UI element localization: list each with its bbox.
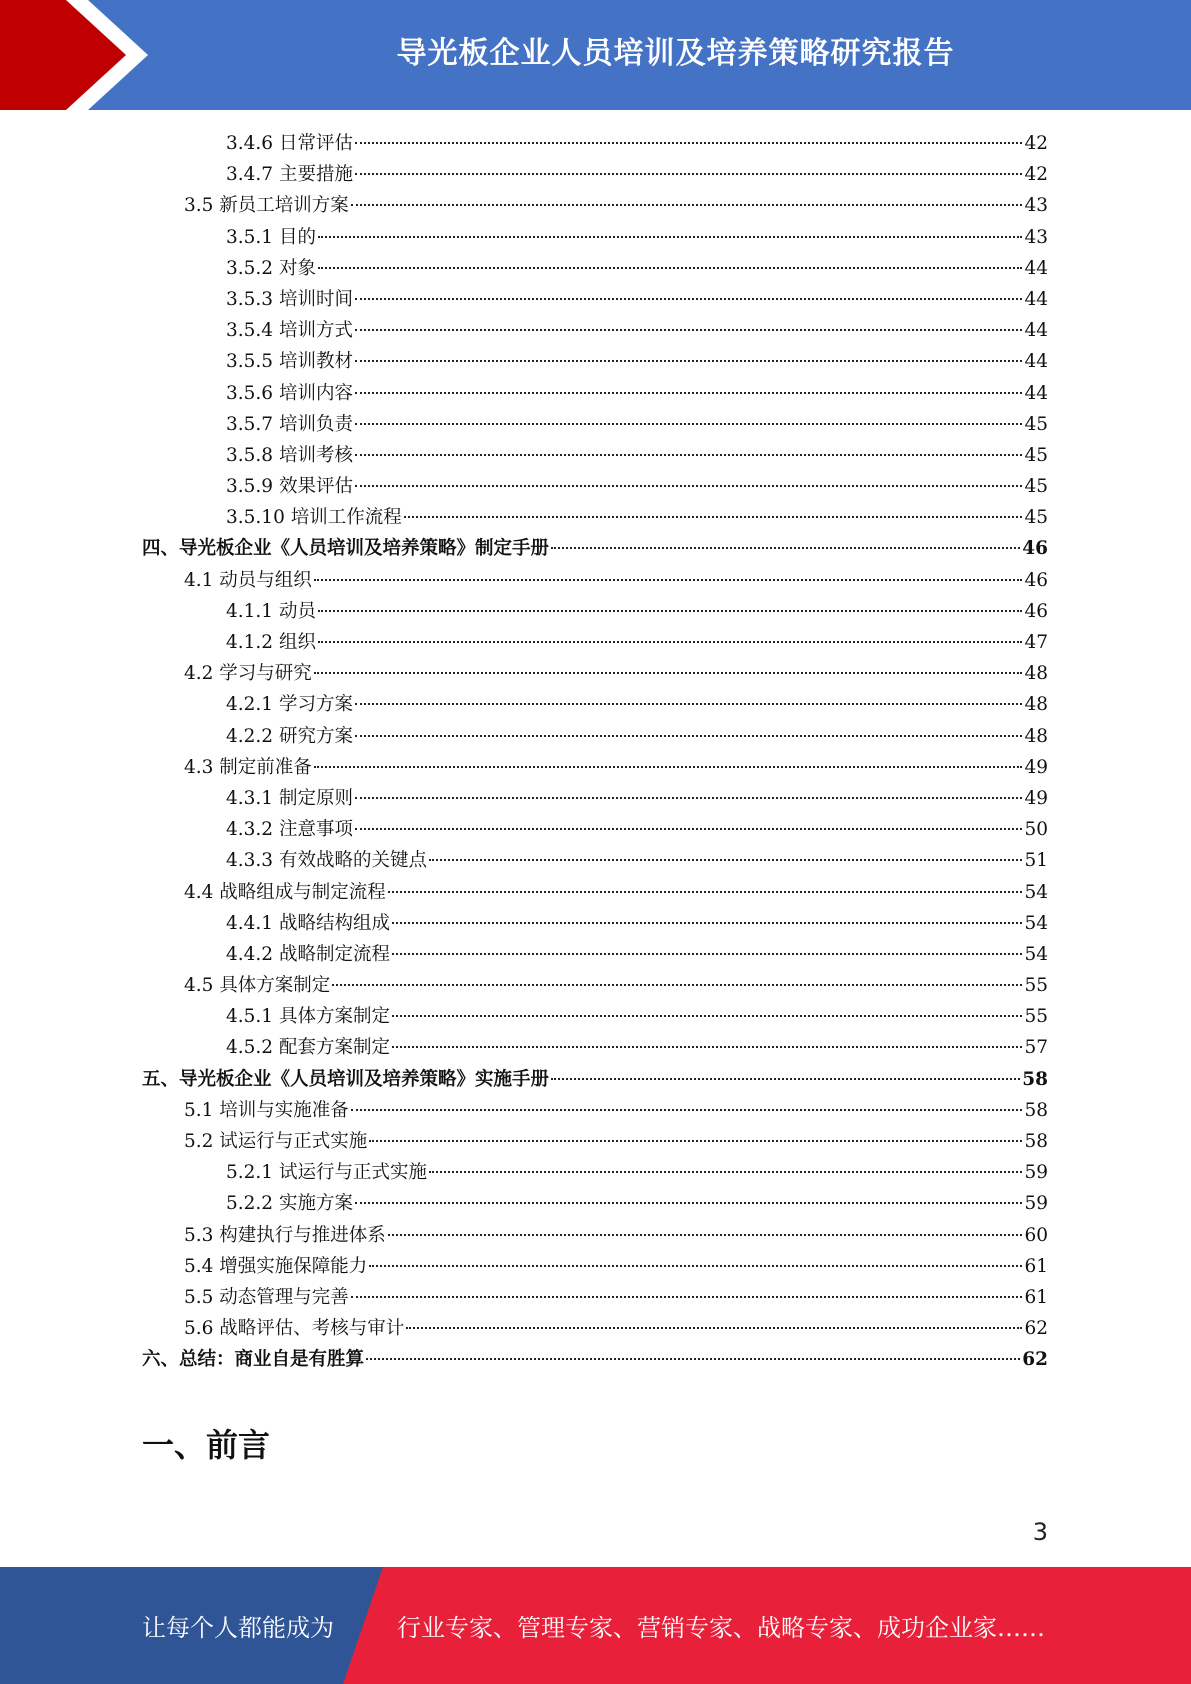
toc-dot-leader bbox=[355, 392, 1023, 394]
toc-entry[interactable] bbox=[142, 190, 1048, 221]
toc-dot-leader bbox=[314, 766, 1023, 768]
toc-dot-leader bbox=[318, 236, 1023, 238]
toc-entry[interactable] bbox=[142, 814, 1048, 845]
toc-entry-page: 42 bbox=[1024, 133, 1048, 154]
toc-entry-page: 44 bbox=[1024, 320, 1048, 342]
toc-entry-label: 六、总结：商业自是有胜算 bbox=[142, 1349, 365, 1371]
toc-dot-leader bbox=[392, 1015, 1022, 1017]
toc-dot-leader bbox=[355, 142, 1023, 144]
toc-dot-leader bbox=[392, 953, 1022, 955]
toc-entry-label: 4.3.3 有效战略的关键点 bbox=[226, 850, 427, 872]
toc-dot-leader bbox=[355, 703, 1023, 705]
toc-entry-page: 54 bbox=[1024, 912, 1048, 934]
toc-entry-label: 4.2.1 学习方案 bbox=[226, 694, 353, 716]
toc-entry-page: 60 bbox=[1024, 1224, 1048, 1246]
toc-dot-leader bbox=[551, 547, 1020, 549]
toc-dot-leader bbox=[355, 329, 1023, 331]
toc-dot-leader bbox=[318, 610, 1023, 612]
toc-entry[interactable] bbox=[142, 939, 1048, 970]
toc-entry-label: 3.4.6 日常评估 bbox=[226, 133, 353, 154]
toc-entry-label: 4.5.2 配套方案制定 bbox=[226, 1037, 390, 1059]
toc-dot-leader bbox=[355, 423, 1023, 425]
toc-entry[interactable] bbox=[142, 284, 1048, 315]
toc-entry-label: 5.3 构建执行与推进体系 bbox=[184, 1224, 386, 1246]
toc-entry-page: 58 bbox=[1022, 1068, 1048, 1090]
toc-entry-page: 49 bbox=[1024, 787, 1048, 809]
toc-entry[interactable] bbox=[142, 877, 1048, 908]
toc-entry-page: 44 bbox=[1024, 257, 1048, 279]
toc-entry-page: 51 bbox=[1024, 850, 1048, 872]
toc-entry-label: 5.6 战略评估、考核与审计 bbox=[184, 1318, 405, 1340]
toc-entry-label: 3.5 新员工培训方案 bbox=[184, 195, 349, 217]
toc-entry-page: 62 bbox=[1024, 1318, 1048, 1340]
toc-entry[interactable] bbox=[142, 378, 1048, 409]
toc-entry-label: 4.2.2 研究方案 bbox=[226, 725, 353, 747]
toc-entry[interactable] bbox=[142, 565, 1048, 596]
toc-entry-label: 3.5.2 对象 bbox=[226, 257, 316, 279]
toc-entry-page: 43 bbox=[1024, 195, 1048, 217]
toc-dot-leader bbox=[406, 1327, 1022, 1329]
toc-dot-leader bbox=[404, 516, 1023, 518]
toc-dot-leader bbox=[429, 1171, 1022, 1173]
toc-entry[interactable] bbox=[142, 502, 1048, 533]
toc-entry-page: 49 bbox=[1024, 756, 1048, 778]
toc-entry-page: 43 bbox=[1024, 226, 1048, 248]
toc-entry[interactable] bbox=[142, 908, 1048, 939]
toc-entry-page: 58 bbox=[1024, 1099, 1048, 1121]
toc-entry-page: 45 bbox=[1024, 413, 1048, 435]
toc-dot-leader bbox=[318, 267, 1023, 269]
toc-entry-page: 46 bbox=[1024, 569, 1048, 591]
toc-entry-label: 5.4 增强实施保障能力 bbox=[184, 1255, 368, 1277]
toc-dot-leader bbox=[318, 641, 1023, 643]
toc-entry[interactable] bbox=[142, 1126, 1048, 1157]
toc-entry-label: 3.5.5 培训教材 bbox=[226, 351, 353, 373]
toc-entry-label: 4.3 制定前准备 bbox=[184, 756, 312, 778]
toc-entry[interactable] bbox=[142, 1344, 1048, 1375]
toc-entry[interactable] bbox=[142, 1095, 1048, 1126]
toc-dot-leader bbox=[351, 1296, 1023, 1298]
toc-entry[interactable] bbox=[142, 409, 1048, 440]
toc-entry-page: 55 bbox=[1024, 1006, 1048, 1028]
toc-entry-page: 61 bbox=[1024, 1286, 1048, 1308]
toc-entry[interactable] bbox=[142, 1313, 1048, 1344]
toc-entry[interactable] bbox=[142, 471, 1048, 502]
toc-entry-label: 4.4 战略组成与制定流程 bbox=[184, 881, 386, 903]
header-banner bbox=[0, 0, 1191, 110]
toc-entry-label: 3.5.9 效果评估 bbox=[226, 476, 353, 498]
page-number: 3 bbox=[1032, 1518, 1048, 1546]
toc-entry-label: 3.5.4 培训方式 bbox=[226, 320, 353, 342]
toc-dot-leader bbox=[314, 579, 1023, 581]
toc-entry-page: 48 bbox=[1024, 694, 1048, 716]
toc-entry-page: 57 bbox=[1024, 1037, 1048, 1059]
toc-entry-label: 四、导光板企业《人员培训及培养策略》制定手册 bbox=[142, 538, 550, 560]
toc-entry[interactable] bbox=[142, 1220, 1048, 1251]
toc-entry[interactable] bbox=[142, 752, 1048, 783]
footer-banner bbox=[0, 1567, 1191, 1684]
toc-dot-leader bbox=[429, 859, 1022, 861]
toc-entry[interactable] bbox=[142, 346, 1048, 377]
toc-entry-label: 4.1.2 组织 bbox=[226, 632, 316, 653]
toc-entry-page: 45 bbox=[1024, 444, 1048, 466]
toc-entry-page: 45 bbox=[1024, 476, 1048, 498]
toc-entry-label: 4.1 动员与组织 bbox=[184, 569, 312, 591]
toc-entry[interactable] bbox=[142, 1282, 1048, 1313]
toc-entry-label: 3.5.10 培训工作流程 bbox=[226, 507, 402, 529]
toc-entry-label: 4.5.1 具体方案制定 bbox=[226, 1006, 390, 1028]
toc-entry-page: 44 bbox=[1024, 351, 1048, 373]
toc-dot-leader bbox=[314, 672, 1023, 674]
toc-entry[interactable] bbox=[142, 627, 1048, 658]
toc-entry-page: 50 bbox=[1024, 819, 1048, 841]
toc-dot-leader bbox=[355, 298, 1023, 300]
toc-dot-leader bbox=[355, 735, 1023, 737]
toc-entry-label: 5.2.1 试运行与正式实施 bbox=[226, 1162, 427, 1184]
toc-entry-label: 4.3.2 注意事项 bbox=[226, 819, 353, 841]
toc-dot-leader bbox=[355, 797, 1023, 799]
toc-entry-label: 5.1 培训与实施准备 bbox=[184, 1099, 349, 1121]
toc-entry-page: 48 bbox=[1024, 663, 1048, 685]
toc-dot-leader bbox=[351, 204, 1023, 206]
table-of-contents bbox=[142, 128, 1048, 1376]
toc-entry[interactable] bbox=[142, 315, 1048, 346]
toc-entry-label: 3.5.8 培训考核 bbox=[226, 444, 353, 466]
toc-entry[interactable] bbox=[142, 970, 1048, 1001]
toc-entry-page: 54 bbox=[1024, 943, 1048, 965]
toc-entry-label: 3.5.3 培训时间 bbox=[226, 288, 353, 310]
toc-entry-page: 58 bbox=[1024, 1131, 1048, 1152]
toc-dot-leader bbox=[369, 1265, 1022, 1267]
toc-dot-leader bbox=[388, 891, 1023, 893]
footer-slogan-left: 让每个人都能成为 bbox=[142, 1614, 334, 1642]
toc-dot-leader bbox=[366, 1358, 1020, 1360]
toc-entry-page: 45 bbox=[1024, 507, 1048, 529]
toc-entry[interactable] bbox=[142, 596, 1048, 627]
toc-entry[interactable] bbox=[142, 658, 1048, 689]
toc-entry-label: 3.5.6 培训内容 bbox=[226, 382, 353, 404]
section-heading: 一、前言 bbox=[142, 1426, 271, 1464]
toc-dot-leader bbox=[355, 173, 1023, 175]
toc-entry-label: 5.2 试运行与正式实施 bbox=[184, 1131, 368, 1152]
toc-entry[interactable] bbox=[142, 1188, 1048, 1219]
toc-entry-page: 59 bbox=[1024, 1193, 1048, 1215]
toc-entry[interactable] bbox=[142, 222, 1048, 253]
toc-dot-leader bbox=[355, 1202, 1023, 1204]
toc-entry-label: 5.5 动态管理与完善 bbox=[184, 1286, 349, 1308]
toc-entry[interactable] bbox=[142, 1032, 1048, 1063]
toc-entry-label: 4.4.1 战略结构组成 bbox=[226, 912, 390, 934]
toc-entry[interactable] bbox=[142, 721, 1048, 752]
toc-entry[interactable] bbox=[142, 253, 1048, 284]
toc-entry-page: 48 bbox=[1024, 725, 1048, 747]
toc-entry-page: 55 bbox=[1024, 975, 1048, 997]
toc-entry-label: 4.1.1 动员 bbox=[226, 600, 316, 622]
toc-entry[interactable] bbox=[142, 159, 1048, 190]
toc-entry-page: 44 bbox=[1024, 382, 1048, 404]
toc-dot-leader bbox=[355, 485, 1023, 487]
toc-entry[interactable] bbox=[142, 440, 1048, 471]
toc-dot-leader bbox=[551, 1078, 1020, 1080]
toc-dot-leader bbox=[392, 922, 1022, 924]
toc-entry-page: 42 bbox=[1024, 164, 1048, 186]
toc-entry-page: 46 bbox=[1022, 538, 1048, 560]
toc-entry-label: 3.5.1 目的 bbox=[226, 226, 316, 248]
toc-dot-leader bbox=[355, 454, 1023, 456]
toc-entry-label: 5.2.2 实施方案 bbox=[226, 1193, 353, 1215]
toc-entry-page: 61 bbox=[1024, 1255, 1048, 1277]
toc-entry-label: 4.4.2 战略制定流程 bbox=[226, 943, 390, 965]
toc-entry-page: 54 bbox=[1024, 881, 1048, 903]
toc-entry-label: 4.2 学习与研究 bbox=[184, 663, 312, 685]
toc-entry-label: 3.5.7 培训负责 bbox=[226, 413, 353, 435]
toc-dot-leader bbox=[351, 1109, 1023, 1111]
toc-dot-leader bbox=[332, 984, 1022, 986]
toc-entry-page: 59 bbox=[1024, 1162, 1048, 1184]
toc-entry-page: 46 bbox=[1024, 600, 1048, 622]
toc-entry[interactable] bbox=[142, 689, 1048, 720]
footer-slogan-right: 行业专家、管理专家、营销专家、战略专家、成功企业家…… bbox=[397, 1614, 1045, 1642]
toc-entry-page: 44 bbox=[1024, 288, 1048, 310]
toc-entry-label: 4.5 具体方案制定 bbox=[184, 975, 331, 997]
toc-entry-label: 五、导光板企业《人员培训及培养策略》实施手册 bbox=[142, 1068, 550, 1090]
toc-dot-leader bbox=[388, 1234, 1023, 1236]
toc-entry[interactable] bbox=[142, 1157, 1048, 1188]
toc-entry-page: 62 bbox=[1022, 1349, 1048, 1371]
toc-dot-leader bbox=[369, 1140, 1022, 1142]
toc-entry-page: 47 bbox=[1024, 632, 1048, 653]
toc-dot-leader bbox=[355, 360, 1023, 362]
toc-entry-label: 4.3.1 制定原则 bbox=[226, 787, 353, 809]
toc-entry[interactable] bbox=[142, 1001, 1048, 1032]
toc-entry[interactable] bbox=[142, 128, 1048, 159]
document-title: 导光板企业人员培训及培养策略研究报告 bbox=[396, 36, 955, 71]
toc-entry[interactable] bbox=[142, 783, 1048, 814]
toc-dot-leader bbox=[392, 1046, 1022, 1048]
toc-entry[interactable] bbox=[142, 1251, 1048, 1282]
toc-entry[interactable] bbox=[142, 845, 1048, 876]
toc-entry[interactable] bbox=[142, 1064, 1048, 1095]
toc-entry-label: 3.4.7 主要措施 bbox=[226, 164, 353, 186]
toc-entry[interactable] bbox=[142, 533, 1048, 564]
toc-dot-leader bbox=[355, 828, 1023, 830]
